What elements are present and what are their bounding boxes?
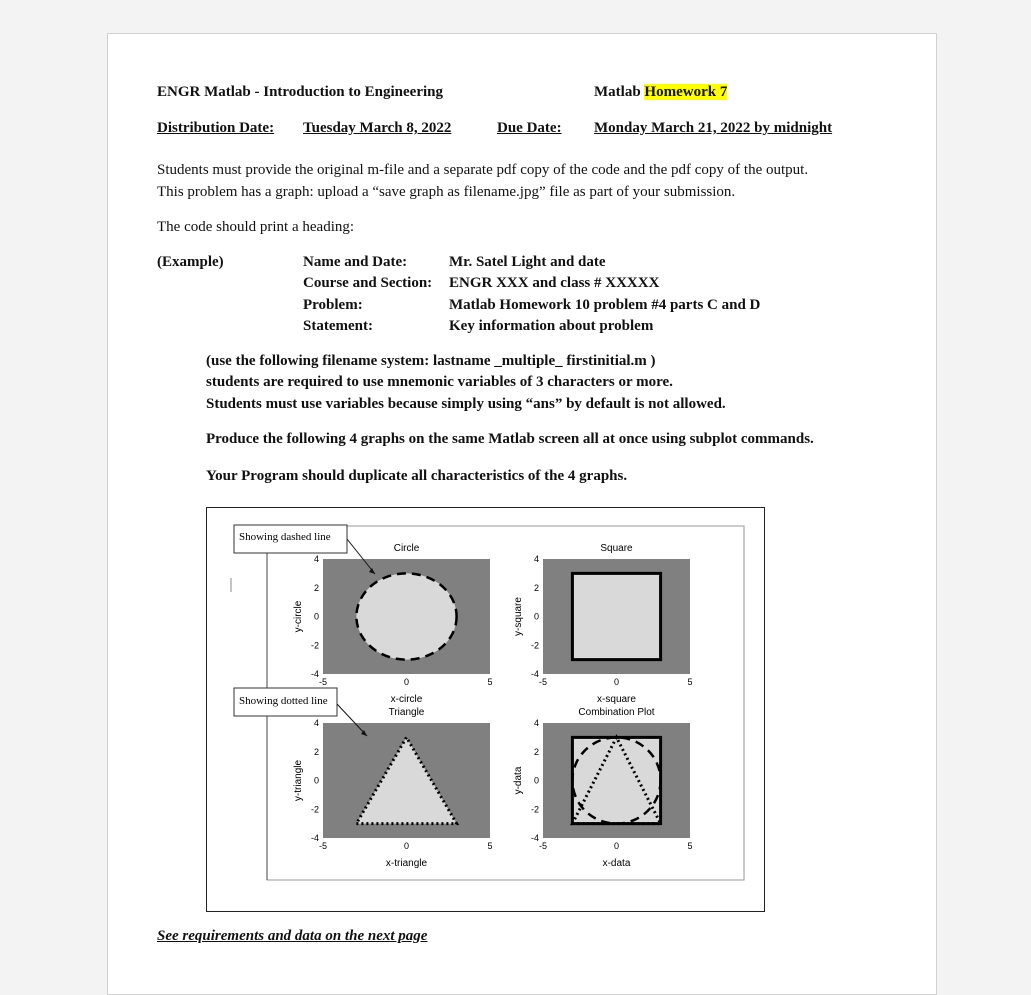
y-tick-label: -4	[530, 669, 539, 679]
y-axis-label: y-circle	[293, 600, 304, 633]
paragraph-heading-intro: The code should print a heading:	[157, 219, 355, 235]
heading-label-statement: Statement:	[303, 318, 373, 334]
x-tick-label: -5	[538, 677, 548, 687]
x-tick-label: -5	[538, 841, 548, 851]
y-tick-label: -2	[530, 640, 539, 651]
instruction-subplot: Produce the following 4 graphs on the same Matlab screen all at once using subplot commands.	[206, 431, 814, 447]
x-tick-label: 5	[487, 841, 493, 851]
homework-title	[594, 84, 727, 101]
y-tick-label: 2	[313, 746, 319, 757]
y-tick-label: 4	[533, 718, 539, 728]
rule-filename: (use the following filename system: lastname _multiple_ firstinitial.m )	[206, 353, 656, 369]
distribution-date: Tuesday March 8, 2022	[303, 120, 452, 136]
instruction-duplicate: Your Program should duplicate all characteristics of the 4 graphs.	[206, 468, 628, 484]
footer-next-page-note: See requirements and data on the next page	[157, 928, 428, 944]
y-tick-label: -4	[310, 833, 319, 843]
circle-dashed	[356, 573, 456, 659]
heading-label-course: Course and Section:	[303, 275, 433, 291]
due-date: Monday March 21, 2022 by midnight	[594, 120, 833, 136]
y-tick-label: -4	[310, 669, 319, 679]
y-tick-label: -2	[310, 640, 319, 651]
x-axis-label: x-triangle	[385, 858, 428, 869]
paragraph-submission-line1: Students must provide the original m-file and a separate pdf copy of the code and the pdf copy of the output.	[157, 162, 809, 178]
y-tick-label: 2	[533, 746, 539, 757]
subplot-title: Triangle	[388, 707, 425, 718]
y-axis-label: y-square	[513, 597, 524, 636]
paragraph-submission-line2: This problem has a graph: upload a “save graph as filename.jpg” file as part of your submission.	[157, 184, 736, 200]
x-tick-label: 0	[403, 841, 410, 851]
y-axis-label: y-data	[513, 766, 524, 795]
heading-value-problem: Matlab Homework 10 problem #4 parts C and D	[449, 297, 761, 313]
heading-value-name: Mr. Satel Light and date	[449, 254, 606, 270]
y-tick-label: 2	[533, 582, 539, 593]
heading-label-problem: Problem:	[303, 297, 363, 313]
square-solid	[572, 573, 660, 659]
y-axis-label: y-triangle	[293, 759, 304, 802]
matlab-figure	[206, 507, 765, 912]
y-tick-label: -2	[310, 804, 319, 815]
callout-dotted-text: Showing dotted line	[239, 695, 328, 707]
y-tick-label: 0	[533, 775, 539, 786]
x-tick-label: 5	[487, 677, 493, 687]
x-axis-label: x-square	[597, 694, 636, 705]
x-axis-label: x-circle	[390, 694, 423, 705]
distribution-label: Distribution Date:	[157, 120, 275, 136]
homework-highlight: Homework 7	[644, 84, 728, 100]
y-tick-label: 0	[533, 611, 539, 622]
rule-mnemonic: students are required to use mnemonic variables of 3 characters or more.	[206, 374, 673, 390]
y-tick-label: 0	[313, 611, 319, 622]
y-tick-label: 4	[313, 554, 319, 564]
document-page	[107, 33, 937, 995]
subplot-title: Circle	[393, 543, 420, 554]
x-tick-label: 5	[687, 841, 693, 851]
subplot-title: Combination Plot	[578, 707, 655, 718]
x-tick-label: 0	[613, 841, 620, 851]
y-tick-label: 4	[313, 718, 319, 728]
x-axis-label: x-data	[602, 858, 631, 869]
x-tick-label: -5	[318, 841, 328, 851]
heading-value-statement: Key information about problem	[449, 318, 654, 334]
y-tick-label: 2	[313, 582, 319, 593]
heading-value-course: ENGR XXX and class # XXXXX	[449, 275, 660, 291]
x-tick-label: 0	[403, 677, 410, 687]
x-tick-label: 0	[613, 677, 620, 687]
example-label: (Example)	[157, 254, 224, 270]
x-tick-label: -5	[318, 677, 328, 687]
y-tick-label: -2	[530, 804, 539, 815]
callout-dashed-text: Showing dashed line	[239, 531, 331, 543]
figure-svg	[207, 508, 764, 911]
y-tick-label: 0	[313, 775, 319, 786]
heading-label-name: Name and Date:	[303, 254, 408, 270]
due-label: Due Date:	[497, 120, 562, 136]
course-title: ENGR Matlab - Introduction to Engineering	[157, 84, 443, 100]
x-tick-label: 5	[687, 677, 693, 687]
subplot-title: Square	[600, 543, 633, 554]
y-tick-label: 4	[533, 554, 539, 564]
rule-variables: Students must use variables because simply using “ans” by default is not allowed.	[206, 396, 726, 412]
y-tick-label: -4	[530, 833, 539, 843]
homework-prefix: Matlab	[594, 84, 645, 100]
